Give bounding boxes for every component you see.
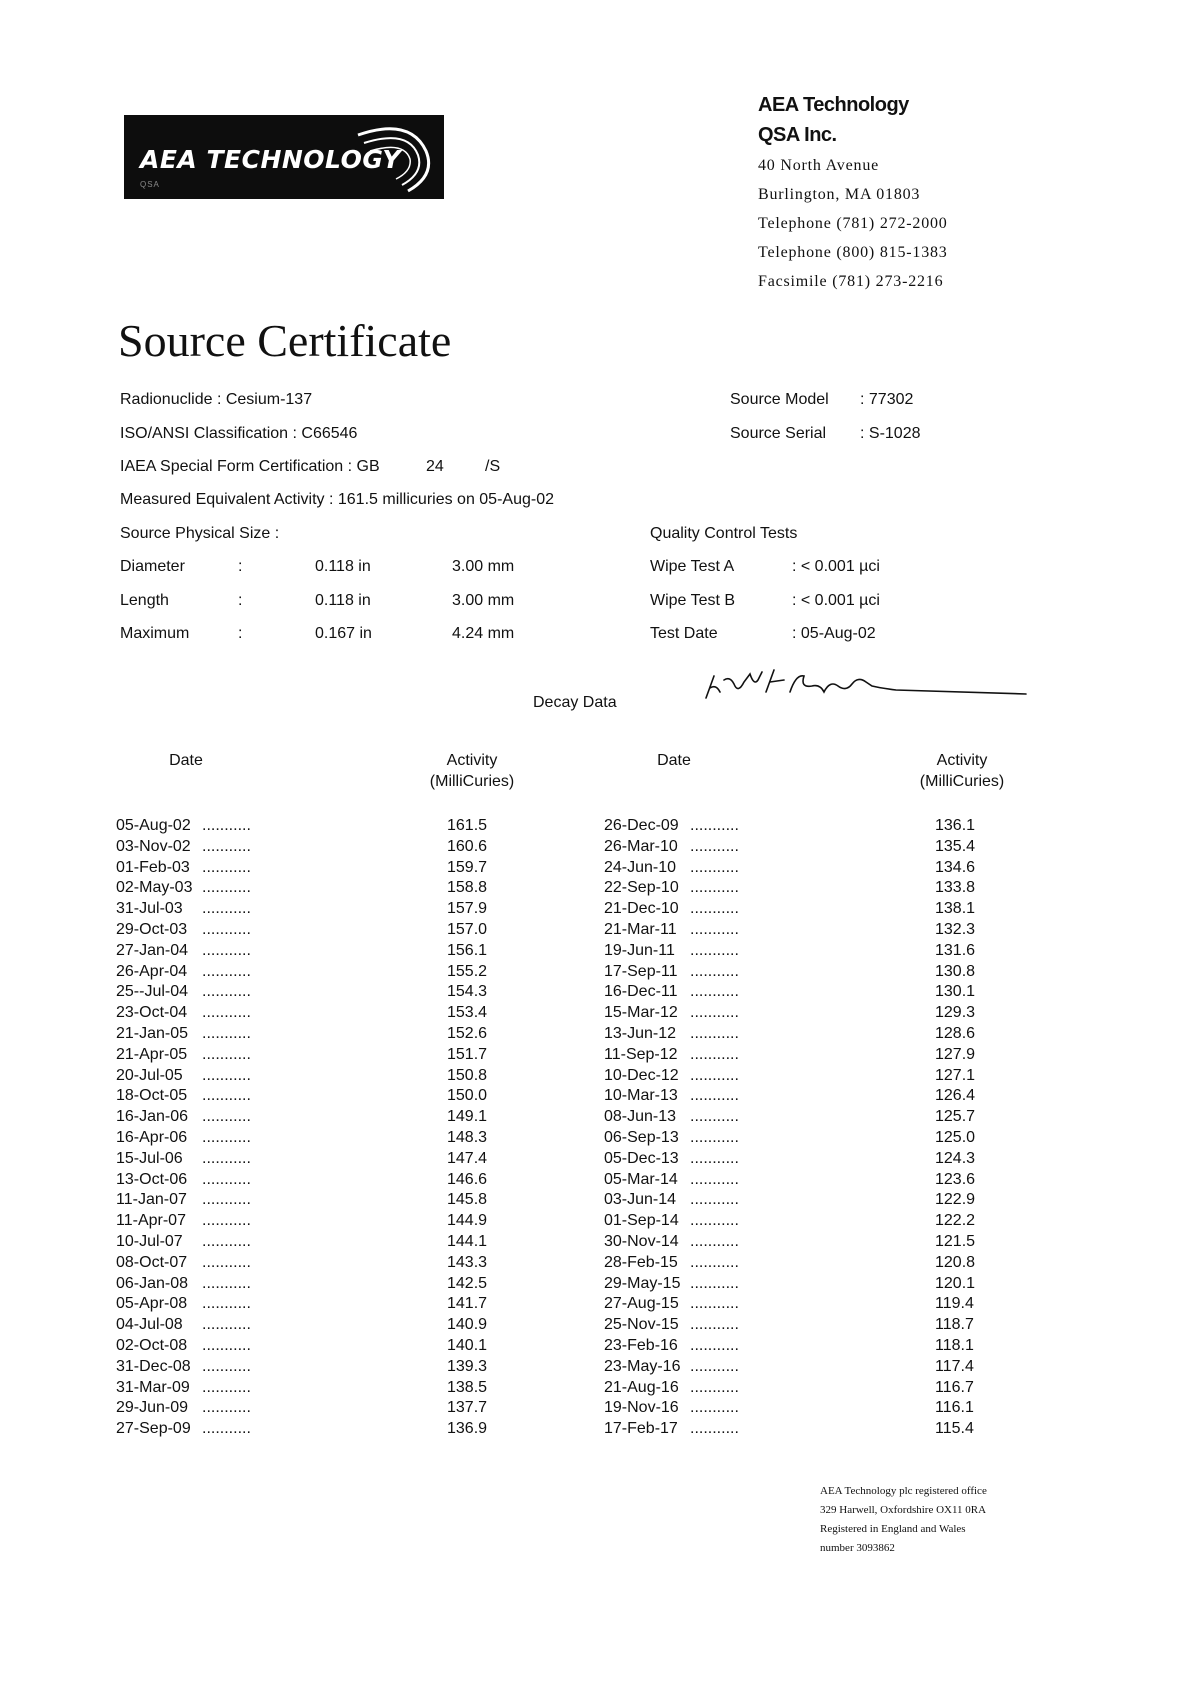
qc-value: : < 0.001 µci [792,558,880,575]
column-header-activity-unit: (MilliCuries) [919,773,1005,790]
table-row [116,1024,536,1045]
decay-activity: 150.0 [447,1087,488,1105]
qc-label: Wipe Test B [650,592,736,609]
decay-date: 27-Sep-09 [116,1420,191,1438]
leader-dots: ........... [202,1357,251,1375]
table-row [116,816,536,837]
column-header-activity-unit: (MilliCuries) [429,773,515,790]
source-serial-label: Source Serial [730,425,827,442]
decay-activity: 155.2 [447,962,488,980]
leader-dots: ........... [690,1004,739,1022]
decay-activity: 128.6 [935,1024,976,1042]
decay-activity: 115.4 [935,1420,974,1438]
qc-label: Wipe Test A [650,558,735,575]
decay-date: 03-Nov-02 [116,837,191,855]
decay-activity: 152.6 [447,1024,488,1042]
column-header-activity-title: Activity [936,752,988,769]
decay-activity: 117.4 [935,1357,974,1375]
decay-activity: 120.1 [935,1274,976,1292]
decay-activity: 136.9 [447,1420,488,1438]
decay-date: 29-Oct-03 [116,920,188,938]
leader-dots: ........... [202,1128,251,1146]
table-row [604,1003,1024,1024]
decay-date: 30-Nov-14 [604,1232,679,1250]
leader-dots: ........... [202,1378,251,1396]
leader-dots: ........... [690,983,739,1001]
table-row [116,1128,536,1149]
decay-activity: 121.5 [935,1232,976,1250]
decay-date: 21-Jan-05 [116,1024,189,1042]
iaea-certification-label: IAEA Special Form Certification : GB [120,458,380,475]
table-row [604,982,1024,1003]
table-row [116,1274,536,1295]
table-row [116,837,536,858]
decay-activity: 144.1 [447,1232,488,1250]
decay-date: 16-Jan-06 [116,1108,189,1126]
decay-date: 17-Feb-17 [604,1420,678,1438]
table-row [116,1190,536,1211]
table-row [116,1419,536,1440]
table-row [116,1253,536,1274]
measured-activity: Measured Equivalent Activity : 161.5 millicuries on 05-Aug-02 [120,491,554,508]
signature [700,662,1030,712]
table-row [604,1274,1024,1295]
decay-date: 27-Jan-04 [116,941,189,959]
leader-dots: ........... [690,1066,739,1084]
decay-activity: 141.7 [447,1295,488,1313]
decay-activity: 125.7 [935,1108,976,1126]
leader-dots: ........... [690,900,739,918]
leader-dots: ........... [202,1191,251,1209]
physical-sep: : [238,592,243,609]
table-row [604,1086,1024,1107]
table-row [604,816,1024,837]
table-row [116,1398,536,1419]
table-row [604,1398,1024,1419]
decay-date: 24-Jun-10 [604,858,677,876]
decay-activity: 148.3 [447,1128,488,1146]
table-row [604,1045,1024,1066]
decay-activity: 140.1 [447,1336,488,1354]
decay-date: 04-Jul-08 [116,1316,183,1334]
qc-value: : < 0.001 µci [792,592,880,609]
decay-date: 10-Dec-12 [604,1066,679,1084]
decay-date: 15-Jul-06 [116,1149,183,1167]
decay-activity: 160.6 [447,837,488,855]
table-row [116,1170,536,1191]
decay-date: 31-Mar-09 [116,1378,190,1396]
decay-activity: 158.8 [447,879,488,897]
table-row [116,1086,536,1107]
table-row [116,1211,536,1232]
fax-line: Facsimile (781) 273-2216 [758,273,944,290]
decay-activity: 153.4 [447,1004,488,1022]
decay-activity: 137.7 [447,1399,488,1417]
leader-dots: ........... [202,920,251,938]
decay-activity: 156.1 [447,941,488,959]
leader-dots: ........... [690,837,739,855]
decay-date: 03-Jun-14 [604,1191,677,1209]
decay-date: 13-Jun-12 [604,1024,677,1042]
leader-dots: ........... [202,1316,251,1334]
decay-activity: 124.3 [935,1149,976,1167]
physical-mm: 3.00 mm [452,592,515,609]
decay-activity: 150.8 [447,1066,488,1084]
decay-date: 28-Feb-15 [604,1253,678,1271]
decay-activity: 138.1 [935,900,976,918]
physical-label: Maximum [120,625,190,642]
qc-value: : 05-Aug-02 [792,625,876,642]
qc-label: Test Date [650,625,718,642]
leader-dots: ........... [202,1149,251,1167]
leader-dots: ........... [202,1066,251,1084]
table-row [604,1128,1024,1149]
table-row [604,1107,1024,1128]
decay-date: 26-Dec-09 [604,817,679,834]
decay-date: 22-Sep-10 [604,879,679,897]
physical-size-heading: Source Physical Size : [120,525,280,542]
decay-activity: 143.3 [447,1253,488,1271]
table-row [116,941,536,962]
decay-date: 27-Aug-15 [604,1295,679,1313]
source-model-label: Source Model [730,391,829,408]
decay-activity: 125.0 [935,1128,976,1146]
leader-dots: ........... [202,1087,251,1105]
leader-dots: ........... [202,858,251,876]
decay-date: 17-Sep-11 [604,962,678,980]
logo-swoosh-icon [350,121,440,197]
decay-date: 26-Mar-10 [604,837,678,855]
decay-date: 01-Sep-14 [604,1212,679,1230]
decay-date: 26-Apr-04 [116,962,188,980]
leader-dots: ........... [690,879,739,897]
physical-inch: 0.118 in [315,558,371,575]
decay-activity: 140.9 [447,1316,488,1334]
decay-activity: 151.7 [447,1045,488,1063]
decay-activity: 122.2 [935,1212,976,1230]
physical-inch: 0.118 in [315,592,371,609]
table-row [604,1024,1024,1045]
decay-activity: 131.6 [935,941,976,959]
decay-activity: 159.7 [447,858,488,876]
leader-dots: ........... [202,1274,251,1292]
footer-line: Registered in England and Wales [820,1523,966,1535]
decay-activity: 127.1 [935,1066,976,1084]
leader-dots: ........... [690,1045,739,1063]
leader-dots: ........... [202,900,251,918]
table-row [116,1294,536,1315]
footer-line: 329 Harwell, Oxfordshire OX11 0RA [820,1504,987,1516]
decay-date: 05-Mar-14 [604,1170,678,1188]
table-row [604,837,1024,858]
qc-heading: Quality Control Tests [650,525,798,542]
decay-date: 10-Mar-13 [604,1087,678,1105]
decay-date: 19-Nov-16 [604,1399,679,1417]
decay-activity: 130.8 [935,962,976,980]
leader-dots: ........... [690,1295,739,1313]
decay-date: 23-May-16 [604,1357,681,1375]
leader-dots: ........... [202,1045,251,1063]
table-row [116,962,536,983]
decay-date: 29-Jun-09 [116,1399,189,1417]
decay-activity: 130.1 [935,983,976,1001]
leader-dots: ........... [202,1024,251,1042]
leader-dots: ........... [690,1378,739,1396]
decay-activity: 161.5 [447,817,488,834]
radionuclide: Radionuclide : Cesium-137 [120,391,313,408]
table-row [604,1253,1024,1274]
table-row [116,1003,536,1024]
table-row [604,1357,1024,1378]
leader-dots: ........... [690,1108,739,1126]
table-row [604,858,1024,879]
decay-date: 21-Mar-11 [604,920,677,938]
leader-dots: ........... [690,1128,739,1146]
decay-activity: 126.4 [935,1087,976,1105]
registered-office-note [820,1482,987,1558]
decay-date: 21-Aug-16 [604,1378,679,1396]
decay-date: 25-Nov-15 [604,1316,679,1334]
table-row [604,1294,1024,1315]
physical-mm: 4.24 mm [452,625,515,642]
footer-line: number 3093862 [820,1542,895,1554]
leader-dots: ........... [690,1253,739,1271]
decay-activity: 146.6 [447,1170,488,1188]
decay-date: 11-Sep-12 [604,1045,678,1063]
table-row [116,878,536,899]
decay-date: 19-Jun-11 [604,941,675,959]
table-row [604,920,1024,941]
leader-dots: ........... [690,1357,739,1375]
leader-dots: ........... [690,962,739,980]
leader-dots: ........... [690,1316,739,1334]
iaea-certification-number: 24 [426,458,444,475]
footer-line: AEA Technology plc registered office [820,1485,987,1497]
table-row [116,982,536,1003]
table-row [604,1232,1024,1253]
decay-date: 11-Apr-07 [116,1212,186,1230]
table-row [116,1378,536,1399]
decay-date: 23-Feb-16 [604,1336,678,1354]
decay-activity: 139.3 [447,1357,488,1375]
page-title: Source Certificate [118,315,452,366]
column-header-activity-title: Activity [446,752,498,769]
decay-heading: Decay Data [533,694,617,711]
table-row [116,1149,536,1170]
address-line: 40 North Avenue [758,157,880,174]
leader-dots: ........... [202,983,251,1001]
table-row [604,1419,1024,1440]
leader-dots: ........... [202,1336,251,1354]
leader-dots: ........... [690,1170,739,1188]
decay-date: 23-Oct-04 [116,1004,188,1022]
company-name: AEA Technology [758,94,909,116]
leader-dots: ........... [690,1420,739,1438]
decay-activity: 157.9 [447,900,488,918]
decay-date: 20-Jul-05 [116,1066,183,1084]
decay-date: 06-Jan-08 [116,1274,189,1292]
decay-activity: 120.8 [935,1253,976,1271]
decay-activity: 142.5 [447,1274,488,1292]
decay-activity: 149.1 [447,1108,488,1126]
table-row [116,1045,536,1066]
leader-dots: ........... [690,1232,739,1250]
decay-date: 05-Aug-02 [116,817,191,834]
source-model-value: : 77302 [860,391,914,408]
logo-text: AEA TECHNOLOGY [140,145,401,174]
table-row [116,1357,536,1378]
table-row [116,920,536,941]
leader-dots: ........... [202,879,251,897]
decay-activity: 119.4 [935,1295,974,1313]
leader-dots: ........... [202,837,251,855]
address-line: Burlington, MA 01803 [758,186,921,203]
leader-dots: ........... [202,1253,251,1271]
company-subname: QSA Inc. [758,124,837,146]
phone-line: Telephone (781) 272-2000 [758,215,948,232]
decay-date: 18-Oct-05 [116,1087,188,1105]
leader-dots: ........... [690,1274,739,1292]
decay-activity: 132.3 [935,920,976,938]
decay-table-left [116,816,536,1440]
table-row [604,1066,1024,1087]
table-row [116,1107,536,1128]
table-row [116,899,536,920]
company-logo [124,115,444,199]
column-header-activity [412,750,532,792]
leader-dots: ........... [690,1336,739,1354]
table-row [116,1336,536,1357]
table-row [604,878,1024,899]
leader-dots: ........... [202,1232,251,1250]
decay-activity: 145.8 [447,1191,488,1209]
source-serial-value: : S-1028 [860,425,921,442]
decay-date: 29-May-15 [604,1274,681,1292]
decay-activity: 118.7 [935,1316,974,1334]
decay-activity: 129.3 [935,1004,976,1022]
decay-date: 15-Mar-12 [604,1004,678,1022]
table-row [604,1336,1024,1357]
leader-dots: ........... [202,1004,251,1022]
table-row [604,941,1024,962]
decay-date: 16-Dec-11 [604,983,678,1001]
column-header-date: Date [657,752,691,769]
decay-date: 02-May-03 [116,879,193,897]
physical-label: Length [120,592,169,609]
decay-date: 05-Dec-13 [604,1149,679,1167]
table-row [604,1378,1024,1399]
table-row [604,1190,1024,1211]
leader-dots: ........... [202,1420,251,1438]
decay-activity: 154.3 [447,983,488,1001]
iaea-certification-suffix: /S [485,458,501,475]
leader-dots: ........... [690,1399,739,1417]
leader-dots: ........... [690,1087,739,1105]
table-row [604,962,1024,983]
decay-date: 06-Sep-13 [604,1128,679,1146]
leader-dots: ........... [690,920,739,938]
leader-dots: ........... [690,1191,739,1209]
leader-dots: ........... [202,1212,251,1230]
decay-date: 08-Jun-13 [604,1108,677,1126]
decay-activity: 157.0 [447,920,488,938]
table-row [116,1066,536,1087]
leader-dots: ........... [202,1108,251,1126]
decay-date: 21-Dec-10 [604,900,679,918]
decay-date: 13-Oct-06 [116,1170,188,1188]
decay-activity: 136.1 [935,817,976,834]
table-row [116,1232,536,1253]
decay-date: 11-Jan-07 [116,1191,187,1209]
phone-line: Telephone (800) 815-1383 [758,244,948,261]
leader-dots: ........... [690,941,739,959]
decay-date: 01-Feb-03 [116,858,190,876]
leader-dots: ........... [202,1170,251,1188]
physical-inch: 0.167 in [315,625,372,642]
leader-dots: ........... [202,1399,251,1417]
decay-activity: 133.8 [935,879,976,897]
decay-date: 08-Oct-07 [116,1253,188,1271]
decay-activity: 123.6 [935,1170,976,1188]
table-row [116,858,536,879]
decay-date: 02-Oct-08 [116,1336,188,1354]
column-header-date: Date [169,752,203,769]
leader-dots: ........... [202,962,251,980]
leader-dots: ........... [690,817,739,834]
physical-label: Diameter [120,558,185,575]
decay-activity: 118.1 [935,1336,974,1354]
decay-date: 16-Apr-06 [116,1128,188,1146]
decay-date: 31-Jul-03 [116,900,183,918]
decay-date: 05-Apr-08 [116,1295,188,1313]
physical-mm: 3.00 mm [452,558,515,575]
logo-subtext: QSA [140,180,160,189]
leader-dots: ........... [690,1024,739,1042]
column-header-activity [902,750,1022,792]
physical-sep: : [238,558,243,575]
decay-activity: 144.9 [447,1212,488,1230]
table-row [604,1170,1024,1191]
table-row [604,1315,1024,1336]
leader-dots: ........... [690,858,739,876]
physical-sep: : [238,625,243,642]
decay-date: 25--Jul-04 [116,983,189,1001]
decay-activity: 138.5 [447,1378,488,1396]
leader-dots: ........... [202,1295,251,1313]
decay-activity: 127.9 [935,1045,976,1063]
table-row [604,1149,1024,1170]
decay-date: 31-Dec-08 [116,1357,191,1375]
table-row [604,1211,1024,1232]
decay-activity: 122.9 [935,1191,976,1209]
decay-activity: 135.4 [935,837,976,855]
leader-dots: ........... [202,941,251,959]
leader-dots: ........... [690,1212,739,1230]
decay-date: 21-Apr-05 [116,1045,188,1063]
decay-date: 10-Jul-07 [116,1232,183,1250]
decay-activity: 147.4 [447,1149,488,1167]
table-row [116,1315,536,1336]
decay-activity: 134.6 [935,858,976,876]
decay-activity: 116.7 [935,1378,974,1396]
decay-table-right [604,816,1024,1440]
table-row [604,899,1024,920]
leader-dots: ........... [202,817,251,834]
iso-classification: ISO/ANSI Classification : C66546 [120,425,358,442]
leader-dots: ........... [690,1149,739,1167]
decay-activity: 116.1 [935,1399,974,1417]
